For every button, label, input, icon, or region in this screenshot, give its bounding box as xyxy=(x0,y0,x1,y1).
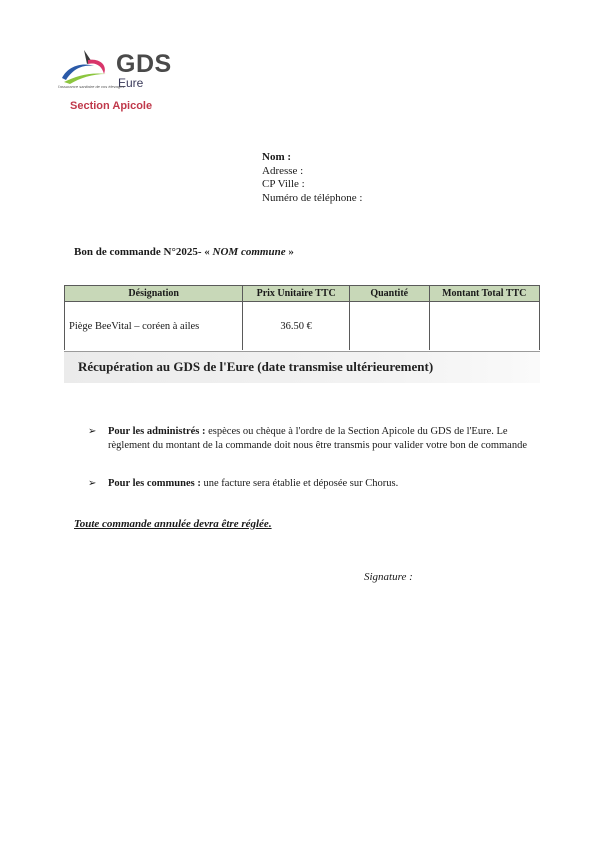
address-label: Adresse : xyxy=(262,164,304,177)
cancel-note: Toute commande annulée devra être réglée. xyxy=(74,518,272,530)
logo-tagline: l'assurance sanitaire de vos élevages xyxy=(58,84,125,89)
order-title-suffix: » xyxy=(285,246,294,258)
phone-label: Numéro de téléphone : xyxy=(262,191,363,204)
name-label: Nom : xyxy=(262,151,292,163)
city-label: CP Ville : xyxy=(262,178,305,190)
cell-unit-price: 36.50 € xyxy=(243,302,350,351)
payment-text: espèces ou chèque à l'ordre de la Section Apicole du GDS de l'Eure. Le règlement du montant de la commande doit nous être transmis pour valider votre bon de commande xyxy=(108,426,528,451)
pickup-band xyxy=(64,351,540,383)
header-total: Montant Total TTC xyxy=(429,286,539,302)
payment-label: Pour les communes : xyxy=(108,478,201,489)
table-row xyxy=(65,302,540,351)
cell-designation: Piège BeeVital – coréen à ailes xyxy=(65,302,243,351)
signature-label: Signature : xyxy=(364,571,413,583)
order-title-prefix: Bon de commande N°2025- « xyxy=(74,246,213,258)
arrow-bullet-icon: ➢ xyxy=(88,478,97,489)
order-title xyxy=(74,246,294,258)
pickup-text: Récupération au GDS de l'Eure (date transmise ultérieurement) xyxy=(78,359,434,374)
section-title: Section Apicole xyxy=(70,100,153,112)
contact-fields xyxy=(262,151,363,205)
payment-label: Pour les administrés : xyxy=(108,426,206,437)
gds-logo xyxy=(58,44,198,124)
gds-emblem-icon xyxy=(58,48,110,88)
header-quantity: Quantité xyxy=(349,286,429,302)
header-unit-price: Prix Unitaire TTC xyxy=(243,286,350,302)
order-table xyxy=(64,285,540,350)
arrow-bullet-icon: ➢ xyxy=(88,426,97,437)
logo-region: Eure xyxy=(118,76,144,90)
header-designation: Désignation xyxy=(65,286,243,302)
order-title-commune: NOM commune xyxy=(212,246,286,258)
logo-name: GDS xyxy=(116,50,172,78)
cell-total[interactable] xyxy=(429,302,539,351)
table-header-row xyxy=(65,286,540,302)
payment-text: une facture sera établie et déposée sur Chorus. xyxy=(200,478,399,489)
cell-quantity[interactable] xyxy=(349,302,429,351)
